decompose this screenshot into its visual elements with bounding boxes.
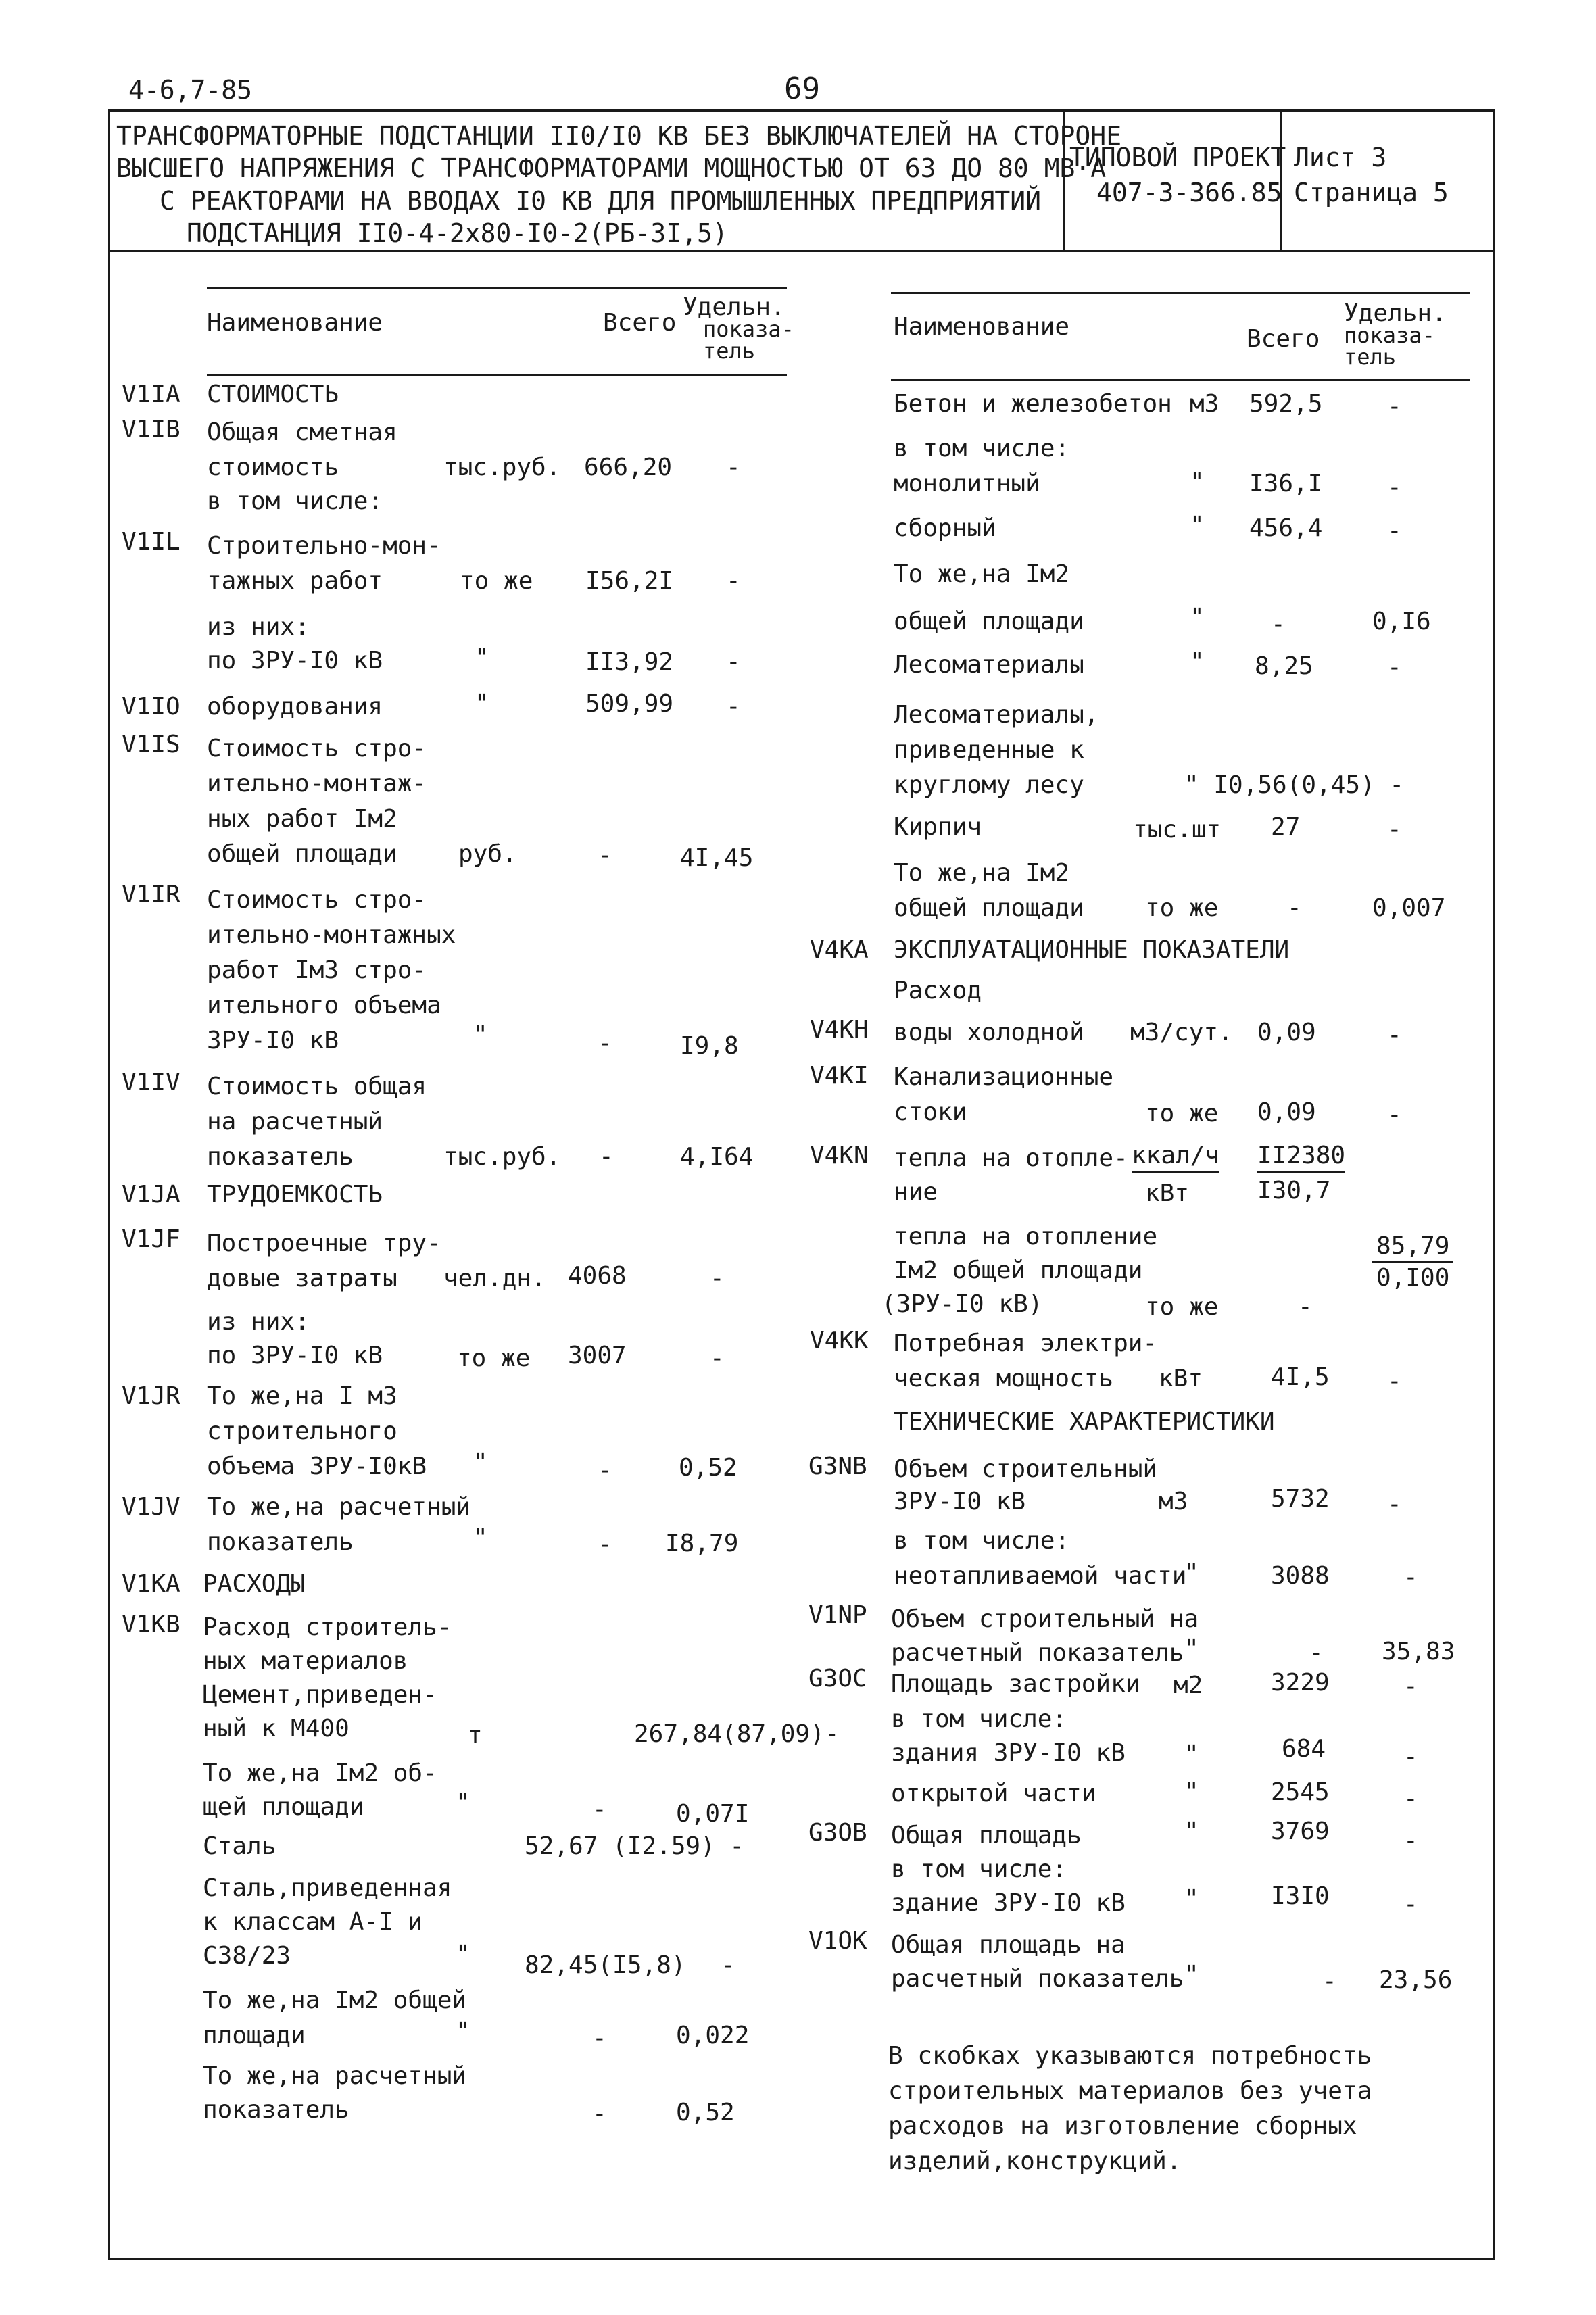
row-name: Iм2 общей площади (894, 1257, 1143, 1284)
left-header-bottom-rule (207, 374, 787, 376)
row-total: 52,67 (I2.59) - (525, 1832, 745, 1860)
row-unit: чел.дн. (443, 1265, 546, 1292)
row-unit: кВт (1145, 1179, 1190, 1207)
row-total: - (592, 2024, 607, 2052)
row-code: V1JR (122, 1382, 180, 1410)
row-name: оборудования (207, 693, 383, 721)
row-total: 4I,5 (1271, 1363, 1330, 1391)
row-name: стоки (894, 1098, 967, 1126)
row-name: по ЗРУ-I0 кВ (207, 647, 383, 675)
title-line-1: ТРАНСФОРМАТОРНЫЕ ПОДСТАНЦИИ II0/I0 КВ БЕЗ ВЫКЛЮЧАТЕЛЕЙ НА СТОРОНЕ (116, 121, 1122, 151)
row-code: V1KB (122, 1611, 180, 1638)
row-total: - (592, 1796, 607, 1824)
row-total: 0,09 (1257, 1019, 1316, 1046)
row-total: 666,20 (584, 454, 673, 481)
row-name: в том числе: (891, 1705, 1067, 1733)
row-name: ЗРУ-I0 кВ (207, 1027, 339, 1054)
footnote-line: В скобках указываются потребность (888, 2042, 1372, 2070)
row-code: V1JA (122, 1181, 180, 1209)
row-spec: - (1403, 1827, 1418, 1855)
document-code: 4-6,7-85 (128, 75, 253, 105)
row-code: V1JV (122, 1493, 180, 1521)
row-name: ный к М400 (203, 1715, 349, 1743)
row-spec: - (1387, 517, 1402, 545)
row-total: I30,7 (1257, 1177, 1331, 1204)
row-name: Расход (894, 977, 982, 1004)
row-name: расчетный показатель (891, 1639, 1184, 1667)
row-name: Общая площадь (891, 1822, 1082, 1849)
row-total: 0,09 (1257, 1098, 1316, 1126)
row-spec: - (721, 1951, 735, 1979)
row-spec: - (1387, 1490, 1402, 1518)
right-header-name: Наименование (894, 313, 1070, 341)
row-name: тепла на отопление (894, 1223, 1158, 1250)
row-total: 2545 (1271, 1778, 1330, 1806)
row-code: V1IS (122, 731, 180, 758)
row-name: То же,на I м3 (207, 1382, 397, 1410)
row-total: 5732 (1271, 1485, 1330, 1513)
row-total: 592,5 (1249, 390, 1323, 418)
section-heading: ТРУДОЕМКОСТЬ (207, 1181, 383, 1209)
row-spec: 0,022 (676, 2022, 750, 2049)
row-name: в том числе: (207, 487, 383, 515)
row-spec: - (726, 648, 741, 676)
row-name: расчетный показатель (891, 1965, 1184, 1993)
title-line-2: ВЫСШЕГО НАПРЯЖЕНИЯ С ТРАНСФОРМАТОРАМИ МОЩНОСТЬЮ ОТ 63 ДО 80 МВ·А (116, 153, 1107, 183)
row-spec: - (726, 693, 741, 721)
row-name: ных работ Iм2 (207, 805, 397, 833)
row-name: Канализационные (894, 1063, 1114, 1091)
row-name: воды холодной (894, 1019, 1084, 1046)
row-name: ческая мощность (894, 1365, 1114, 1392)
row-name: в том числе: (891, 1855, 1067, 1883)
row-spec: - (1387, 1367, 1402, 1395)
row-spec: - (1403, 1891, 1418, 1918)
section-heading: РАСХОДЫ (203, 1570, 306, 1598)
row-spec: - (1387, 1021, 1402, 1049)
row-unit: " (456, 2018, 470, 2045)
title-block-divider (108, 250, 1495, 252)
row-total: II3,92 (585, 648, 674, 676)
row-name: Сталь,приведенная (203, 1874, 452, 1902)
row-name: Бетон и железобетон (894, 390, 1172, 418)
row-spec: I9,8 (680, 1032, 739, 1060)
row-name: показатель (207, 1528, 354, 1556)
row-spec: 4I,45 (680, 844, 754, 872)
row-name: Построечные тру- (207, 1229, 441, 1257)
row-code: V1IR (122, 881, 180, 908)
spec-fraction-numerator: 85,79 (1372, 1232, 1453, 1263)
row-unit: " (475, 644, 489, 672)
row-name: Лесоматериалы, (894, 701, 1099, 729)
row-unit: то же (460, 567, 533, 595)
row-name: То же,на расчетный (207, 1493, 471, 1521)
row-unit: м3 (1190, 390, 1219, 418)
row-spec: - (1387, 1101, 1402, 1129)
row-code: V4KN (810, 1142, 869, 1169)
row-total: 684 (1282, 1735, 1326, 1763)
row-name: из них: (207, 613, 310, 641)
row-name: Площадь застройки (891, 1670, 1140, 1698)
row-name: сборный (894, 514, 996, 542)
right-header-spec-2: показа- (1344, 322, 1435, 348)
title-line-3: С РЕАКТОРАМИ НА ВВОДАХ I0 КВ ДЛЯ ПРОМЫШЛЕННЫХ ПРЕДПРИЯТИЙ (160, 186, 1042, 216)
spec-fraction (1372, 1232, 1453, 1293)
row-total: I3I0 (1271, 1882, 1330, 1910)
row-name: Лесоматериалы (894, 651, 1084, 679)
row-total: 3769 (1271, 1818, 1330, 1845)
row-name: Объем строительный (894, 1455, 1158, 1483)
row-spec: 23,56 (1379, 1966, 1453, 1994)
row-code: G3NB (808, 1453, 867, 1480)
row-total: - (1287, 894, 1302, 922)
row-name: С38/23 (203, 1942, 291, 1970)
row-total: - (592, 2100, 607, 2128)
row-name: Строительно-мон- (207, 532, 441, 560)
row-name: работ Iм3 стро- (207, 956, 427, 984)
row-name: Стоимость общая (207, 1073, 427, 1100)
right-header-spec-3: тель (1344, 344, 1397, 370)
row-name: ЗРУ-I0 кВ (894, 1488, 1026, 1515)
row-unit: " (1190, 648, 1205, 676)
row-total: 3088 (1271, 1562, 1330, 1590)
row-total: 456,4 (1249, 514, 1323, 542)
row-spec: 0,007 (1372, 894, 1446, 922)
row-unit: м3 (1159, 1488, 1188, 1515)
row-name: тепла на отопле- (894, 1144, 1128, 1172)
row-unit: " (1184, 1559, 1199, 1587)
row-unit: " (1184, 1885, 1199, 1913)
row-name: площади (203, 2022, 306, 2049)
row-spec: - (1387, 393, 1402, 420)
section-heading: СТОИМОСТЬ (207, 381, 339, 408)
title-line-4: ПОДСТАНЦИЯ II0-4-2х80-I0-2(РБ-3I,5) (187, 218, 728, 248)
row-name: Стоимость стро- (207, 886, 427, 914)
row-code: V1JF (122, 1225, 180, 1253)
row-unit: ккал/ч (1132, 1141, 1219, 1173)
row-name: То же,на Iм2 (894, 560, 1070, 588)
row-total: - (598, 1531, 612, 1559)
row-total: I36,I (1249, 470, 1323, 497)
row-total: - (598, 1457, 612, 1484)
row-name: общей площади (894, 608, 1084, 635)
row-spec: - (1403, 1563, 1418, 1591)
row-name: тажных работ (207, 567, 383, 595)
left-header-name: Наименование (207, 309, 383, 337)
row-name: Общая площадь на (891, 1931, 1126, 1959)
left-header-total: Всего (603, 309, 677, 337)
row-name: Расход строитель- (203, 1613, 452, 1641)
row-total: - (1309, 1639, 1324, 1667)
row-name: общей площади (894, 894, 1084, 922)
row-total: - (598, 1029, 612, 1057)
section-heading: ЭКСПЛУАТАЦИОННЫЕ ПОКАЗАТЕЛИ (894, 936, 1290, 964)
row-spec: - (1387, 474, 1402, 502)
row-spec: 35,83 (1382, 1638, 1455, 1665)
page-number: 69 (784, 72, 820, 106)
row-total: - (599, 1143, 614, 1171)
row-name: То же,на Iм2 общей (203, 1987, 467, 2014)
row-name: Общая сметная (207, 418, 397, 446)
right-header-total: Всего (1247, 325, 1320, 353)
row-code: V4KI (810, 1062, 869, 1090)
row-unit: тыс.руб. (443, 454, 561, 481)
row-name: на расчетный (207, 1108, 383, 1136)
sheet-number: Лист 3 (1294, 143, 1387, 172)
row-name: стоимость (207, 454, 339, 481)
row-name: щей площади (203, 1793, 364, 1821)
row-unit: то же (1145, 894, 1219, 922)
row-code: V4KA (810, 936, 869, 964)
row-name: То же,на Iм2 (894, 859, 1070, 887)
row-total: - (1322, 1968, 1337, 1995)
row-spec: I8,79 (665, 1530, 739, 1557)
row-unit: " (1184, 1961, 1199, 1989)
row-name: То же,на Iм2 об- (203, 1759, 437, 1787)
row-unit: " (473, 1448, 488, 1476)
row-unit: " (475, 690, 489, 718)
row-name: приведенные к (894, 736, 1084, 764)
footnote-line: изделий,конструкций. (888, 2147, 1182, 2175)
row-total: - (1298, 1293, 1313, 1321)
row-name: ных материалов (203, 1647, 408, 1675)
row-code: V1IA (122, 381, 180, 408)
project-code: 407-3-366.85 (1096, 178, 1282, 208)
row-spec: - (710, 1265, 725, 1292)
row-total: 267,84(87,09)- (634, 1720, 840, 1748)
row-name: здание ЗРУ-I0 кВ (891, 1889, 1126, 1917)
row-total: 8,25 (1255, 652, 1313, 680)
row-name: общей площади (207, 840, 397, 868)
row-code: V1OK (808, 1927, 867, 1955)
row-spec: 0,52 (679, 1454, 737, 1482)
row-unit: " (1190, 468, 1205, 496)
row-spec: 4,I64 (680, 1143, 754, 1171)
row-total: I56,2I (585, 567, 674, 595)
row-unit: то же (1145, 1100, 1219, 1127)
row-spec: - (1403, 1785, 1418, 1813)
row-spec: 0,07I (676, 1800, 750, 1828)
row-spec: - (1403, 1673, 1418, 1701)
row-code: V1IO (122, 693, 180, 721)
row-total: 3229 (1271, 1669, 1330, 1697)
row-total: II2380 (1257, 1141, 1345, 1173)
row-name: ительного объема (207, 992, 441, 1019)
row-name: Кирпич (894, 813, 982, 841)
row-unit: м2 (1174, 1672, 1203, 1699)
row-name: монолитный (894, 470, 1040, 497)
right-header-bottom-rule (891, 379, 1470, 381)
row-spec: - (1387, 654, 1402, 681)
row-name: (ЗРУ-I0 кВ) (881, 1290, 1043, 1318)
row-name: к классам А-I и (203, 1908, 423, 1936)
row-name: довые затраты (207, 1265, 397, 1292)
row-unit: " (456, 1789, 470, 1817)
row-total: 82,45(I5,8) (525, 1951, 686, 1979)
row-name: То же,на расчетный (203, 2062, 467, 2090)
row-code: V4KK (810, 1327, 869, 1355)
row-name: здания ЗРУ-I0 кВ (891, 1739, 1126, 1767)
row-spec: - (710, 1344, 725, 1372)
row-unit: " (1184, 1635, 1199, 1663)
row-name: Объем строительный на (891, 1605, 1199, 1633)
row-unit: тыс.руб. (443, 1143, 561, 1171)
row-code: V1NP (808, 1601, 867, 1629)
row-unit: руб. (458, 840, 517, 868)
row-name: показатель (203, 2096, 349, 2124)
row-name: в том числе: (894, 1527, 1070, 1555)
row-unit: " (473, 1021, 488, 1049)
spec-fraction-denominator: 0,I00 (1376, 1264, 1450, 1292)
section-heading: ТЕХНИЧЕСКИЕ ХАРАКТЕРИСТИКИ (894, 1408, 1275, 1436)
row-name: из них: (207, 1308, 310, 1336)
row-unit: т (468, 1722, 483, 1749)
row-total: 509,99 (585, 690, 674, 718)
row-code: V1KA (122, 1570, 180, 1598)
right-header-spec-1: Удельн. (1344, 299, 1447, 327)
page-label: Страница 5 (1294, 178, 1449, 208)
row-code: G3OB (808, 1819, 867, 1847)
row-unit: " (1190, 512, 1205, 539)
row-spec: - (726, 454, 741, 481)
row-name: открытой части (891, 1780, 1096, 1807)
row-unit: то же (1145, 1293, 1219, 1321)
row-code: V1IL (122, 528, 180, 556)
row-unit: " (473, 1524, 488, 1552)
row-unit: " I0,56(0,45) - (1184, 771, 1405, 799)
row-code: G3OC (808, 1665, 867, 1692)
row-unit: " (456, 1941, 470, 1968)
row-name: в том числе: (894, 435, 1070, 462)
row-total: 27 (1271, 813, 1301, 841)
row-code: V4KH (810, 1016, 869, 1044)
row-name: по ЗРУ-I0 кВ (207, 1342, 383, 1369)
row-unit: " (1184, 1818, 1199, 1845)
right-header-top-rule (891, 292, 1470, 294)
left-header-top-rule (207, 287, 787, 289)
row-code: V1IV (122, 1069, 180, 1096)
row-unit: " (1190, 604, 1205, 631)
row-spec: - (1387, 816, 1402, 844)
row-total: - (1271, 610, 1286, 638)
row-name: неотапливаемой части (894, 1562, 1187, 1590)
footnote-line: строительных материалов без учета (888, 2077, 1372, 2105)
row-name: Стоимость стро- (207, 735, 427, 762)
row-unit: то же (457, 1344, 531, 1372)
row-spec: 0,I6 (1372, 608, 1431, 635)
row-name: ительно-монтажных (207, 921, 456, 949)
left-header-spec-3: тель (703, 338, 756, 364)
row-name: ние (894, 1178, 938, 1206)
left-header-spec-1: Удельн. (683, 293, 785, 321)
row-name: Цемент,приведен- (203, 1681, 437, 1709)
project-label: ТИПОВОЙ ПРОЕКТ (1069, 143, 1286, 172)
row-spec: 0,52 (676, 2099, 735, 2126)
row-name: круглому лесу (894, 771, 1084, 799)
row-total: 4068 (568, 1262, 627, 1290)
row-code: V1IB (122, 416, 180, 443)
row-unit: " (1184, 1778, 1199, 1806)
row-name: объема ЗРУ-I0кВ (207, 1453, 427, 1480)
row-unit: м3/сут. (1130, 1019, 1233, 1046)
row-name: ительно-монтаж- (207, 770, 427, 798)
left-header-spec-2: показа- (703, 316, 794, 342)
footnote-line: расходов на изготовление сборных (888, 2112, 1357, 2140)
row-spec: - (726, 567, 741, 595)
row-unit: " (1184, 1740, 1199, 1768)
row-total: 3007 (568, 1342, 627, 1369)
row-name: строительного (207, 1417, 397, 1445)
row-unit: кВт (1159, 1365, 1203, 1392)
row-spec: - (1403, 1743, 1418, 1771)
row-name: Сталь (203, 1832, 276, 1860)
row-name: показатель (207, 1143, 354, 1171)
row-total: - (598, 842, 612, 869)
row-name: Потребная электри- (894, 1330, 1158, 1357)
row-unit: тыс.шт (1133, 816, 1222, 844)
